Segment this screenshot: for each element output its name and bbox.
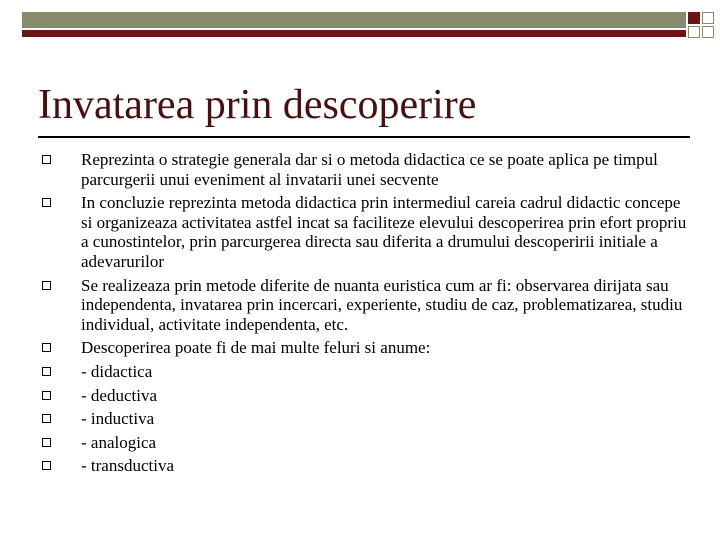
list-item [42,193,692,271]
list-item [42,386,692,406]
bullet-text: In concluzie reprezinta metoda didactica prin intermediul careia cadrul didactic concepe si organizeaza activitatea astfel incat sa faciliteze elevului descoperirea prin efort propriu a cunostintelor, prin parcurgerea directa sau diferita a drumului descoperirii initiale a adevarurilor [81,193,687,271]
list-item [42,456,692,476]
square-bullet-icon [42,281,51,290]
square-bullet-icon [42,198,51,207]
bullet-text: Reprezinta o strategie generala dar si o metoda didactica ce se poate aplica pe timpul parcurgerii unui eveniment al invatarii unei secvente [81,150,658,189]
square-bullet-icon [42,438,51,447]
header-accent-rule [22,30,686,37]
corner-square-outline [702,12,714,24]
corner-square-outline [688,26,700,38]
corner-square-filled [688,12,700,24]
slide-title: Invatarea prin descoperire [38,82,477,128]
list-item [42,409,692,429]
bullet-text: - analogica [81,432,157,452]
square-bullet-icon [42,155,51,164]
bullet-text: Se realizeaza prin metode diferite de nuanta euristica cum ar fi: observarea dirijata sau independenta, invatarea prin incercari, experiente, studiu de caz, problematizarea, studiu individual, activitate independenta, etc. [81,275,683,334]
bullet-text: - inductiva [81,409,155,429]
square-bullet-icon [42,461,51,470]
bullet-text: - didactica [81,361,153,381]
title-divider [38,136,690,138]
bullet-list [42,150,692,476]
corner-square-outline [702,26,714,38]
bullet-text: Descoperirea poate fi de mai multe feluri si anume: [81,338,431,358]
square-bullet-icon [42,343,51,352]
list-item [42,276,692,335]
list-item [42,362,692,382]
list-item [42,433,692,453]
bullet-text: - deductiva [81,385,157,405]
square-bullet-icon [42,391,51,400]
list-item [42,338,692,358]
header-band [22,12,686,28]
square-bullet-icon [42,414,51,423]
list-item [42,150,692,189]
bullet-text: - transductiva [81,456,174,476]
square-bullet-icon [42,367,51,376]
